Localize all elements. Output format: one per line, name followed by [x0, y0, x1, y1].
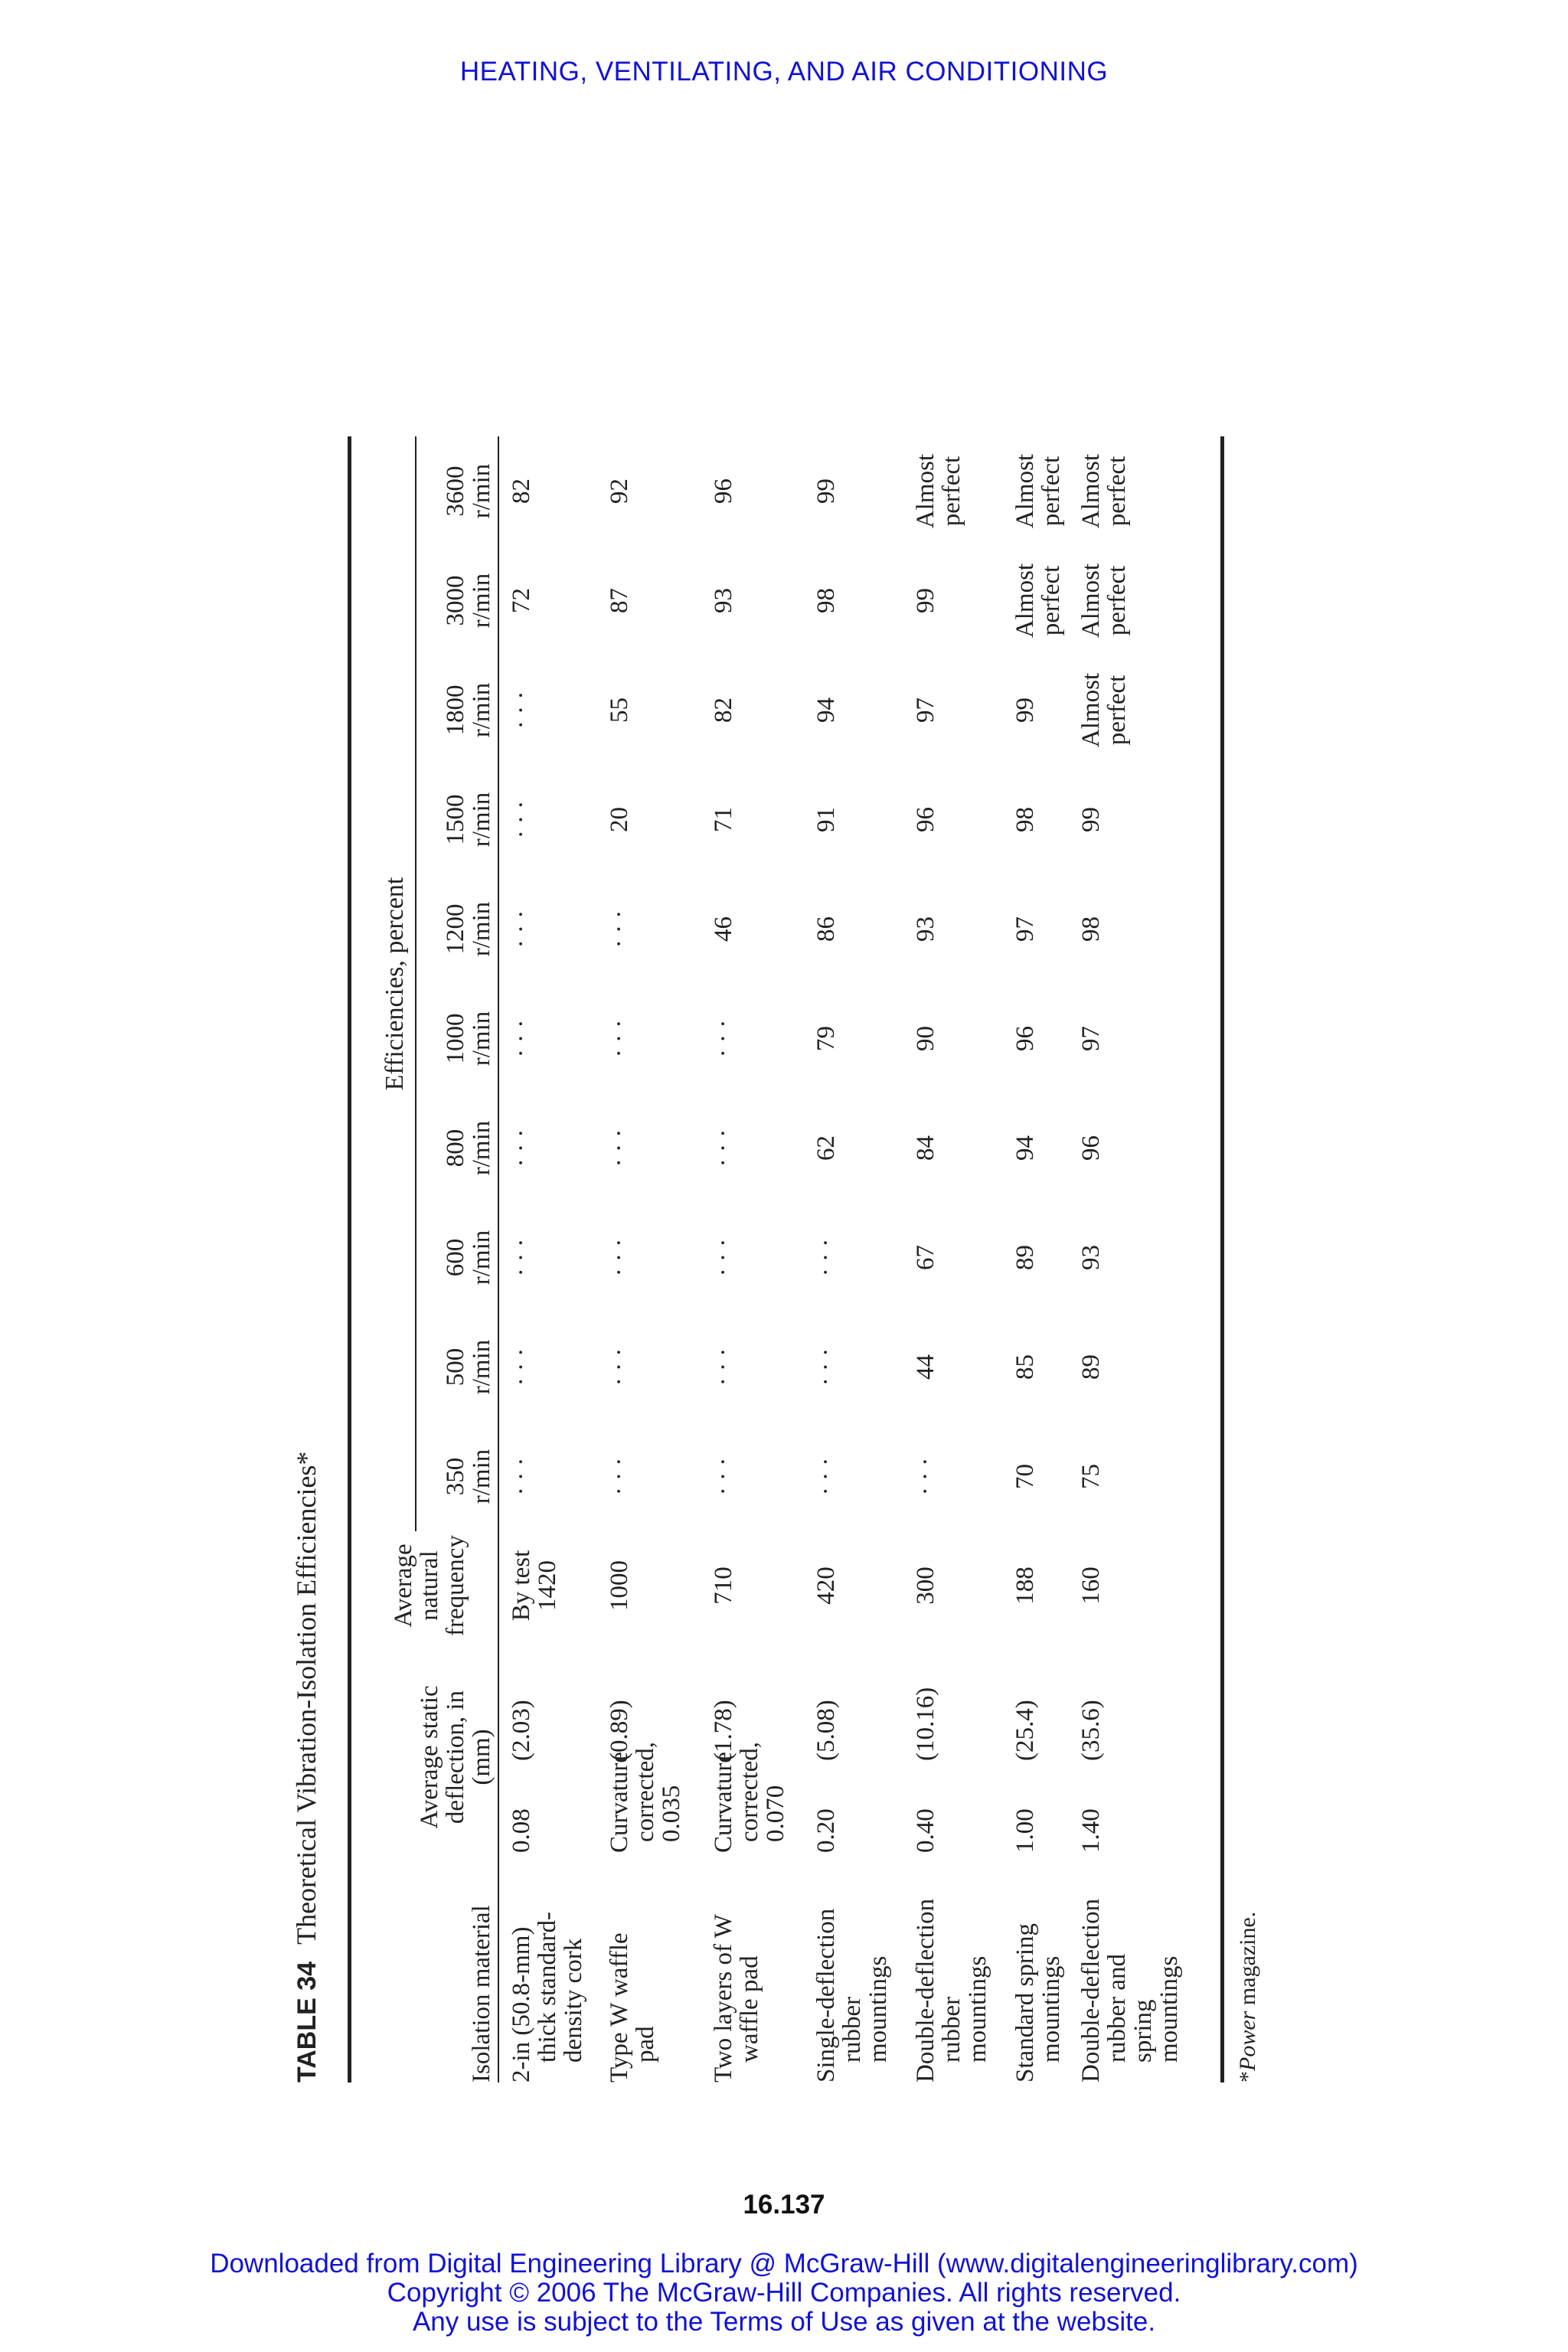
efficiency-value: 67 — [912, 1245, 939, 1270]
footnote-mark: * — [1235, 2071, 1260, 2082]
efficiency-cell — [1078, 1312, 1104, 1422]
efficiency-value: · · · — [606, 1457, 633, 1496]
col-header-speed — [443, 984, 495, 1093]
efficiency-cell — [508, 1422, 534, 1531]
efficiency-value: 94 — [812, 697, 840, 723]
col-header-deflection-line: Average static — [416, 1685, 443, 1829]
isolation-material-line: mountings — [1155, 1955, 1183, 2063]
col-header-speed-line: 500 — [442, 1348, 469, 1387]
efficiency-value: 94 — [1011, 1135, 1039, 1161]
efficiency-cell — [606, 546, 632, 655]
natural-frequency-line: 188 — [1011, 1566, 1039, 1605]
efficiency-cell — [813, 1422, 839, 1531]
deflection-line — [632, 1661, 658, 1853]
efficiency-cell — [813, 436, 839, 546]
deflection-cell — [913, 1661, 939, 1853]
natural-frequency-cell — [1012, 1531, 1038, 1640]
col-header-frequency-line: frequency — [442, 1535, 469, 1636]
efficiencies-spanner-rule — [415, 436, 416, 1531]
efficiency-cell — [1012, 874, 1038, 984]
efficiency-cell — [913, 1422, 939, 1531]
deflection-in: 0.20 — [812, 1808, 840, 1853]
efficiency-value: 71 — [710, 807, 737, 832]
col-header-speed-line: r/min — [468, 792, 495, 848]
efficiency-value: perfect — [1103, 456, 1131, 527]
col-header-speed-line: r/min — [468, 1230, 495, 1285]
efficiency-cell — [1078, 1203, 1104, 1312]
efficiency-cell — [710, 1093, 737, 1203]
deflection-line — [737, 1661, 763, 1853]
efficiency-value: 75 — [1077, 1464, 1105, 1489]
efficiency-value: · · · — [812, 1457, 840, 1496]
deflection-in: Curvature — [710, 1752, 737, 1853]
efficiency-value: 72 — [508, 588, 535, 613]
isolation-material-line: Standard spring — [1011, 1922, 1039, 2082]
table-header-rule — [498, 436, 499, 2082]
efficiency-value: · · · — [710, 1348, 737, 1387]
col-header-speed-line: 350 — [442, 1457, 469, 1496]
efficiency-value: 93 — [912, 916, 939, 942]
efficiency-value: Almost — [1011, 453, 1039, 529]
efficiency-value: 86 — [812, 916, 840, 942]
efficiency-value: 62 — [812, 1135, 840, 1161]
efficiency-value: 96 — [710, 479, 737, 504]
table-number: TABLE 34 — [292, 1961, 322, 2082]
isolation-material-cell — [813, 1891, 891, 2082]
efficiency-cell — [710, 765, 737, 874]
efficiency-cell — [1078, 765, 1104, 874]
efficiency-value: 87 — [606, 588, 633, 613]
efficiencies-header: Efficiencies, percent — [381, 877, 409, 1091]
col-header-frequency — [390, 1531, 469, 1640]
col-header-frequency-line: natural — [416, 1550, 443, 1621]
deflection-line — [710, 1661, 737, 1853]
isolation-material-cell — [710, 1891, 763, 2082]
efficiency-value: · · · — [812, 1238, 840, 1277]
isolation-material-line: waffle pad — [736, 1955, 763, 2063]
efficiency-value: · · · — [606, 1238, 633, 1277]
isolation-material-line: pad — [632, 2026, 659, 2063]
efficiency-value: Almost — [1077, 563, 1105, 639]
col-header-speed-line: r/min — [468, 463, 495, 519]
efficiency-value: · · · — [508, 800, 535, 839]
isolation-material-line: thick standard- — [534, 1911, 561, 2063]
efficiency-cell — [1078, 546, 1130, 655]
efficiency-cell — [710, 546, 737, 655]
deflection-line — [813, 1661, 839, 1853]
efficiency-value: perfect — [1103, 565, 1131, 636]
efficiency-cell — [813, 655, 839, 765]
efficiency-cell — [813, 984, 839, 1093]
isolation-material-cell — [606, 1891, 658, 2082]
efficiency-cell — [508, 765, 534, 874]
efficiency-cell — [1012, 1093, 1038, 1203]
isolation-material-cell — [1012, 1891, 1064, 2082]
efficiency-value: 99 — [812, 479, 840, 504]
col-header-speed — [443, 765, 495, 874]
efficiency-cell — [1078, 1422, 1104, 1531]
deflection-cell — [508, 1661, 534, 1853]
isolation-material-line: Double-deflection — [912, 1898, 939, 2082]
efficiency-value: · · · — [710, 1019, 737, 1058]
isolation-material-line: Double-deflection — [1077, 1898, 1105, 2082]
natural-frequency-cell — [508, 1531, 560, 1640]
efficiency-value: · · · — [508, 1457, 535, 1496]
deflection-line — [763, 1661, 789, 1853]
isolation-material-line: 2-in (50.8-mm) — [508, 1926, 535, 2082]
efficiency-value: · · · — [710, 1457, 737, 1496]
efficiency-value: 98 — [812, 588, 840, 613]
deflection-line — [1078, 1661, 1104, 1853]
efficiency-cell — [606, 1093, 632, 1203]
efficiency-cell — [1012, 984, 1038, 1093]
efficiency-value: 84 — [912, 1135, 939, 1161]
deflection-in: 0.08 — [508, 1808, 535, 1853]
isolation-material-line: Type W waffle — [606, 1932, 633, 2082]
isolation-material-line: Single-deflection — [812, 1908, 840, 2082]
efficiency-cell — [606, 1312, 632, 1422]
col-header-speed-line: 3600 — [442, 466, 469, 517]
efficiency-cell — [606, 984, 632, 1093]
deflection-in: 1.40 — [1077, 1808, 1105, 1853]
deflection-in: Curvature — [606, 1752, 633, 1853]
efficiency-cell — [1078, 874, 1104, 984]
deflection-in: 0.40 — [912, 1808, 939, 1853]
running-head: HEATING, VENTILATING, AND AIR CONDITIONING — [459, 57, 1109, 87]
efficiency-value: · · · — [606, 1019, 633, 1058]
efficiency-cell — [710, 874, 737, 984]
efficiency-cell — [1078, 984, 1104, 1093]
efficiency-value: 90 — [912, 1026, 939, 1051]
efficiency-cell — [508, 546, 534, 655]
col-header-speed — [443, 546, 495, 655]
efficiency-value: perfect — [1037, 456, 1065, 527]
efficiency-value: 70 — [1011, 1464, 1039, 1489]
efficiency-value: 89 — [1011, 1245, 1039, 1270]
table-caption — [291, 1452, 322, 2082]
efficiency-cell — [508, 655, 534, 765]
efficiency-cell — [913, 765, 939, 874]
col-header-material-label: Isolation material — [468, 1905, 495, 2082]
efficiency-cell — [606, 1422, 632, 1531]
efficiency-value: 97 — [1077, 1026, 1105, 1051]
efficiency-cell — [813, 546, 839, 655]
isolation-material-cell — [1078, 1891, 1182, 2082]
efficiency-cell — [813, 1093, 839, 1203]
deflection-mm: (10.16) — [912, 1687, 939, 1761]
efficiency-cell — [710, 436, 737, 546]
natural-frequency-line: 300 — [912, 1566, 939, 1605]
col-header-speed — [443, 1093, 495, 1203]
col-header-speed-line: r/min — [468, 573, 495, 629]
col-header-speed-line: r/min — [468, 1449, 495, 1504]
efficiency-value: perfect — [1037, 565, 1065, 636]
efficiency-value: · · · — [508, 1348, 535, 1387]
efficiency-value: 20 — [606, 807, 633, 832]
efficiency-cell — [508, 984, 534, 1093]
efficiency-cell — [913, 984, 939, 1093]
efficiency-cell — [1012, 546, 1064, 655]
natural-frequency-cell — [606, 1531, 632, 1640]
col-header-speed — [443, 1312, 495, 1422]
footnote-rest: magazine. — [1235, 1911, 1260, 2011]
deflection-cell — [710, 1661, 789, 1853]
efficiency-value: 93 — [1077, 1245, 1105, 1270]
efficiency-value: 85 — [1011, 1354, 1039, 1380]
deflection-in: 0.035 — [658, 1785, 685, 1842]
efficiency-value: · · · — [606, 1348, 633, 1387]
efficiency-cell — [710, 655, 737, 765]
col-header-deflection-line: deflection, in — [442, 1690, 469, 1824]
deflection-in: 0.070 — [762, 1785, 789, 1842]
efficiency-cell — [913, 1203, 939, 1312]
col-header-speed — [443, 655, 495, 765]
efficiency-cell — [813, 1312, 839, 1422]
efficiency-cell — [813, 765, 839, 874]
efficiency-value: 96 — [912, 807, 939, 832]
deflection-cell — [813, 1661, 839, 1853]
col-header-speed-line: 600 — [442, 1238, 469, 1277]
col-header-deflection-line: (mm) — [468, 1729, 495, 1785]
isolation-material-line: rubber and — [1103, 1953, 1131, 2063]
efficiency-cell — [1078, 655, 1130, 765]
col-header-speed-line: r/min — [468, 1120, 495, 1176]
efficiency-value: · · · — [606, 1129, 633, 1168]
efficiency-cell — [508, 1203, 534, 1312]
natural-frequency-line: 710 — [710, 1566, 737, 1605]
efficiency-value: 96 — [1011, 1026, 1039, 1051]
copyright-line: Copyright © 2006 The McGraw-Hill Companies. All rights reserved. — [387, 2278, 1181, 2308]
efficiency-cell — [913, 874, 939, 984]
efficiency-cell — [1078, 1093, 1104, 1203]
col-header-speed-line: r/min — [468, 1339, 495, 1395]
deflection-line — [658, 1661, 684, 1853]
col-header-speed-line: 1500 — [442, 794, 469, 845]
efficiency-cell — [508, 436, 534, 546]
col-header-speed-line: r/min — [468, 1011, 495, 1067]
isolation-material-line: mountings — [964, 1955, 991, 2063]
page-number: 16.137 — [743, 2190, 825, 2220]
efficiency-cell — [1012, 1312, 1038, 1422]
efficiency-value: 46 — [710, 916, 737, 942]
natural-frequency-line: 1420 — [534, 1560, 561, 1611]
efficiency-cell — [813, 1203, 839, 1312]
col-header-speed-line: 1800 — [442, 684, 469, 736]
efficiency-value: 89 — [1077, 1354, 1105, 1380]
efficiency-cell — [606, 655, 632, 765]
natural-frequency-line: 160 — [1077, 1566, 1105, 1605]
efficiency-value: · · · — [912, 1457, 939, 1496]
efficiency-cell — [710, 1422, 737, 1531]
natural-frequency-line: 420 — [812, 1566, 840, 1605]
footnote-source: Power — [1235, 2011, 1260, 2071]
isolation-material-line: spring — [1129, 1999, 1157, 2063]
natural-frequency-cell — [1078, 1531, 1104, 1640]
efficiency-value: · · · — [812, 1348, 840, 1387]
deflection-line — [508, 1661, 534, 1853]
efficiency-cell — [710, 1312, 737, 1422]
col-header-speed-line: 3000 — [442, 575, 469, 626]
efficiency-cell — [913, 1093, 939, 1203]
deflection-line — [1012, 1661, 1038, 1853]
efficiency-value: 99 — [1077, 807, 1105, 832]
isolation-material-line: mountings — [1037, 1955, 1065, 2063]
efficiency-value: 44 — [912, 1354, 939, 1380]
col-header-speed-line: r/min — [468, 682, 495, 738]
deflection-cell — [606, 1661, 684, 1853]
efficiency-cell — [606, 874, 632, 984]
deflection-mm: (5.08) — [812, 1700, 840, 1761]
deflection-in: corrected, — [736, 1742, 763, 1842]
terms-line: Any use is subject to the Terms of Use as given at the website. — [412, 2307, 1156, 2337]
efficiency-cell — [710, 1203, 737, 1312]
col-header-speed-line: r/min — [468, 901, 495, 957]
efficiency-cell — [913, 1312, 939, 1422]
efficiency-value: 99 — [1011, 697, 1039, 723]
natural-frequency-cell — [913, 1531, 939, 1640]
efficiency-cell — [606, 765, 632, 874]
deflection-in: corrected, — [632, 1742, 659, 1842]
isolation-material-line: density cork — [560, 1938, 587, 2063]
efficiency-value: · · · — [710, 1238, 737, 1277]
deflection-mm: (2.03) — [508, 1700, 535, 1761]
efficiency-value: 91 — [812, 807, 840, 832]
efficiency-cell — [606, 436, 632, 546]
isolation-material-cell — [913, 1891, 991, 2082]
download-notice-line: Downloaded from Digital Engineering Library @ McGraw-Hill (www.digitalengineeringlibrary.com) — [210, 2249, 1358, 2278]
deflection-cell — [1012, 1661, 1038, 1853]
efficiency-cell — [1012, 436, 1064, 546]
efficiency-cell — [508, 1312, 534, 1422]
deflection-in: 1.00 — [1011, 1808, 1039, 1853]
natural-frequency-cell — [710, 1531, 737, 1640]
efficiency-value: 93 — [710, 588, 737, 613]
efficiency-cell — [606, 1203, 632, 1312]
isolation-material-line: Two layers of W — [710, 1914, 737, 2082]
deflection-mm: (25.4) — [1011, 1700, 1039, 1761]
efficiency-value: perfect — [938, 456, 965, 527]
natural-frequency-line: By test — [508, 1550, 535, 1622]
efficiency-value: 92 — [606, 479, 633, 504]
efficiency-cell — [710, 984, 737, 1093]
efficiency-value: Almost — [1011, 563, 1039, 639]
isolation-material-line: rubber — [938, 1996, 965, 2063]
deflection-line — [606, 1661, 632, 1853]
col-header-frequency-line: Average — [390, 1544, 417, 1628]
efficiency-cell — [913, 546, 939, 655]
efficiency-value: 96 — [1077, 1135, 1105, 1161]
rotated-table-block — [285, 153, 1326, 2082]
col-header-material — [469, 1891, 495, 2082]
efficiency-cell — [1012, 655, 1038, 765]
deflection-mm: (1.78) — [710, 1700, 737, 1761]
efficiency-value: 97 — [912, 697, 939, 723]
col-header-speed — [443, 436, 495, 546]
efficiency-value: 55 — [606, 697, 633, 723]
efficiency-value: Almost — [912, 453, 939, 529]
efficiency-value: · · · — [710, 1129, 737, 1168]
efficiency-value: Almost — [1077, 672, 1105, 748]
efficiency-value: perfect — [1103, 675, 1131, 746]
isolation-material-line: mountings — [864, 1955, 892, 2063]
efficiency-value: 98 — [1011, 807, 1039, 832]
table-footnote — [1234, 1912, 1262, 2082]
efficiency-value: 99 — [912, 588, 939, 613]
isolation-material-cell — [508, 1891, 586, 2082]
efficiency-value: · · · — [508, 1129, 535, 1168]
efficiency-value: 97 — [1011, 916, 1039, 942]
col-header-speed — [443, 1203, 495, 1312]
efficiency-cell — [1012, 1203, 1038, 1312]
efficiency-value: 82 — [710, 697, 737, 723]
efficiency-cell — [1012, 1422, 1038, 1531]
efficiency-cell — [1012, 765, 1038, 874]
deflection-line — [913, 1661, 939, 1853]
efficiency-value: 79 — [812, 1026, 840, 1051]
col-header-speed-line: 1000 — [442, 1013, 469, 1064]
col-header-speed — [443, 874, 495, 984]
natural-frequency-cell — [813, 1531, 839, 1640]
col-header-deflection — [416, 1661, 495, 1853]
efficiency-value: 82 — [508, 479, 535, 504]
deflection-mm: (0.89) — [606, 1700, 633, 1761]
efficiency-cell — [913, 436, 965, 546]
efficiency-cell — [913, 655, 939, 765]
isolation-material-line: rubber — [838, 1996, 866, 2063]
download-notice — [0, 2249, 1568, 2337]
col-header-speed-line: 1200 — [442, 903, 469, 955]
efficiency-cell — [1078, 436, 1130, 546]
table-top-rule — [348, 436, 351, 2082]
col-header-speed-line: 800 — [442, 1129, 469, 1168]
efficiency-cell — [508, 1093, 534, 1203]
table-title: Theoretical Vibration-Isolation Efficiencies* — [291, 1451, 322, 1945]
efficiency-value: 98 — [1077, 916, 1105, 942]
efficiency-cell — [508, 874, 534, 984]
col-header-speed — [443, 1422, 495, 1531]
efficiency-value: · · · — [508, 1019, 535, 1058]
efficiency-cell — [813, 874, 839, 984]
efficiency-value: · · · — [606, 910, 633, 949]
efficiency-value: Almost — [1077, 453, 1105, 529]
table-bottom-rule — [1220, 436, 1224, 2082]
natural-frequency-line: 1000 — [606, 1560, 633, 1611]
efficiency-value: · · · — [508, 1238, 535, 1277]
efficiency-value: · · · — [508, 910, 535, 949]
deflection-cell — [1078, 1661, 1104, 1853]
deflection-mm: (35.6) — [1077, 1700, 1105, 1761]
efficiency-value: · · · — [508, 691, 535, 730]
